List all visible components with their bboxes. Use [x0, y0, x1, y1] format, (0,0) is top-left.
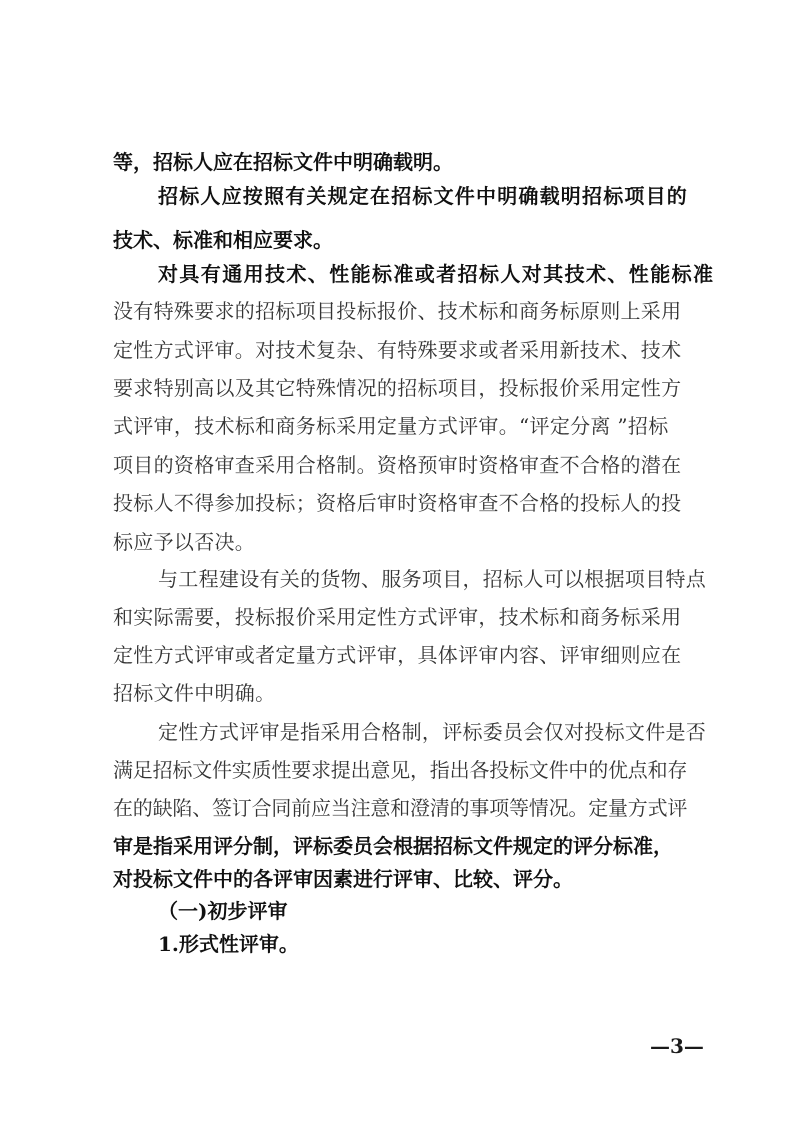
text-line: 等，招标人应在招标文件中明确载明。	[113, 150, 453, 174]
text-line: 招标文件中明确。	[113, 681, 276, 705]
page-number: —3—	[650, 1034, 704, 1058]
text-line: 满足招标文件实质性要求提出意见，指出各投标文件中的优点和存	[113, 758, 688, 782]
text-line: 在的缺陷、签订合同前应当注意和澄清的事项等情况。定量方式评	[113, 796, 688, 820]
text-line: 与工程建设有关的货物、服务项目，招标人可以根据项目特点	[158, 567, 707, 591]
text-line: 对具有通用技术、性能标准或者招标人对其技术、性能标准	[158, 262, 715, 286]
text-line: 投标人不得参加投标；资格后审时资格审查不合格的投标人的投	[113, 491, 682, 515]
text-line: 对投标文件中的各评审因素进行评审、比较、评分。	[113, 867, 573, 891]
text-line: 要求特别高以及其它特殊情况的招标项目，投标报价采用定性方	[113, 376, 682, 400]
text-line: 审是指采用评分制，评标委员会根据招标文件规定的评分标准，	[113, 834, 673, 858]
text-line: 技术、标准和相应要求。	[113, 228, 333, 252]
section-heading: （一)初步评审	[158, 899, 288, 923]
text-line: 招标人应按照有关规定在招标文件中明确载明招标项目的	[158, 184, 688, 208]
text-line: 标应予以否决。	[113, 530, 256, 554]
text-line: 定性方式评审。对技术复杂、有特殊要求或者采用新技术、技术	[113, 338, 682, 362]
text-line: 定性方式评审或者定量方式评审，具体评审内容、评审细则应在	[113, 643, 682, 667]
text-line: 项目的资格审查采用合格制。资格预审时资格审查不合格的潜在	[113, 453, 682, 477]
text-line: 没有特殊要求的招标项目投标报价、技术标和商务标原则上采用	[113, 299, 682, 323]
text-line: 式评审，技术标和商务标采用定量方式评审。“评定分离 ”招标	[113, 414, 669, 438]
text-line: 定性方式评审是指采用合格制，评标委员会仅对投标文件是否	[158, 720, 707, 744]
text-line: 和实际需要，投标报价采用定性方式评审，技术标和商务标采用	[113, 605, 682, 629]
subsection-heading: 1.形式性评审。	[158, 932, 299, 956]
